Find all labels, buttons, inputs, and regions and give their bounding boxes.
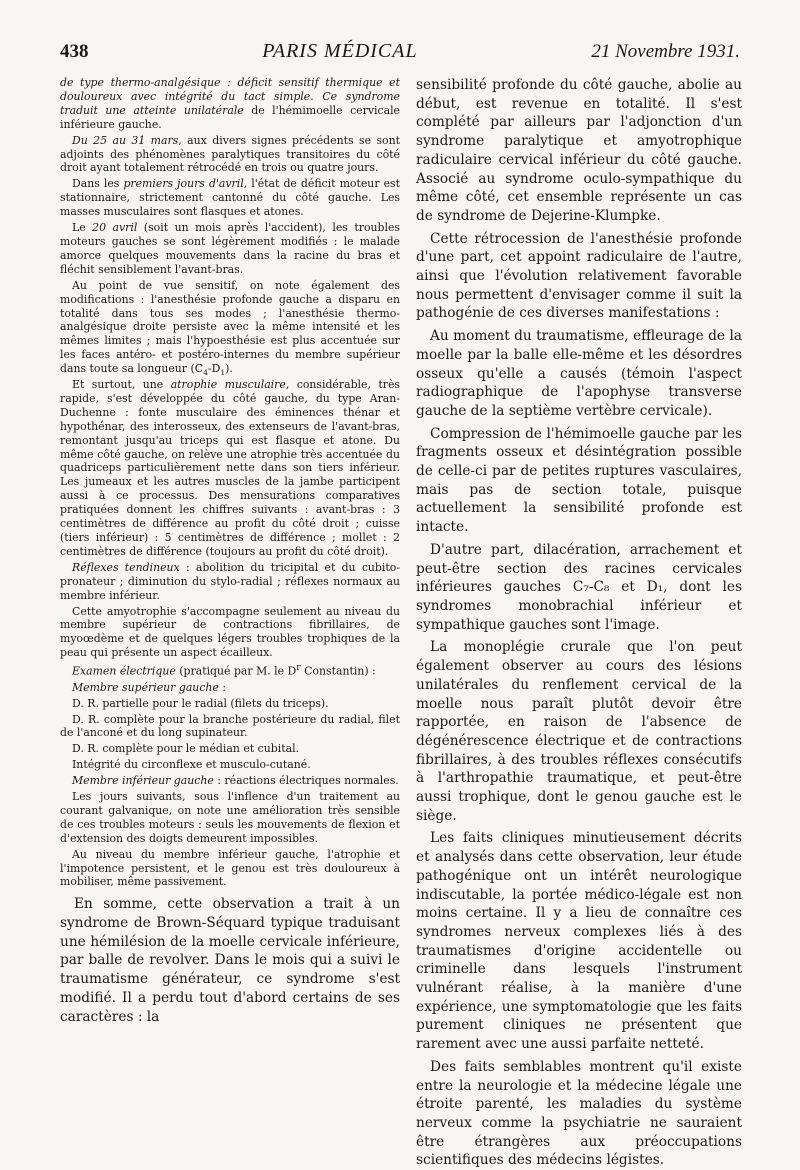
left-paragraph bbox=[60, 76, 400, 132]
left-paragraph bbox=[60, 134, 400, 176]
text-run: premiers jours d'avril bbox=[123, 177, 244, 191]
left-column bbox=[60, 76, 400, 1026]
text-run: Le bbox=[72, 221, 93, 235]
right-paragraph: Au moment du traumatisme, effleurage de la moelle par la balle elle-même et les désordres osseux qu'elle a causés (témoin l'aspect radiographique de l'apophyse transverse gauche de la septième vertèbre cervicale). bbox=[416, 328, 742, 419]
text-run: Dans les bbox=[72, 177, 124, 191]
left-paragraph bbox=[60, 681, 400, 695]
text-run: 4 bbox=[203, 368, 208, 378]
text-run: ). bbox=[225, 362, 233, 376]
left-paragraph bbox=[60, 790, 400, 846]
text-run: Intégrité du circonflexe et musculo-cutané. bbox=[72, 758, 311, 772]
text-run: , considérable, très rapide, s'est développée du côté gauche, du type Aran-Duchenne : fonte musculaire des éminences thénar et hypothénar, des interosseux, des extenseurs de l'avant-bras, remontant jusqu'au triceps qui est flasque et atone. Du même côté gauche, on relève une atrophie très accentuée du quadriceps particulièrement nette dans son tiers inférieur. Les jumeaux et les autres muscles de la jambe participent aussi à ce processus. Des mensurations comparatives pratiquées donnent les chiffres suivants : avant-bras : 3 centimètres de différence au profit du côté droit ; cuisse (tiers inférieur) : 5 centimètres de différence ; mollet : 2 centimètres de différence (toujours au profit du côté droit). bbox=[60, 378, 400, 558]
right-paragraph: Cette rétrocession de l'anesthésie profonde d'une part, cet appoint radiculaire de l'autre, ainsi que l'évolution relativement favorable nous permettent d'envisager comme il suit la pathogénie de ces diverses manifestations : bbox=[416, 230, 742, 322]
text-run: 20 avril bbox=[92, 221, 138, 235]
text-run: atrophie musculaire bbox=[170, 378, 286, 392]
text-run: Examen électrique bbox=[72, 664, 176, 678]
text-run: Au niveau du membre inférieur gauche, l'atrophie et l'impotence persistent, et le genou est très douloureux à mobiliser, même passivement. bbox=[60, 847, 400, 889]
page-number: 438 bbox=[60, 41, 89, 62]
text-run: Au point de vue sensitif, on note également des modifications : l'anesthésie profonde gauche a disparu en totalité dans tous ses modes ; l'anesthésie thermo-analgésique droite persiste avec la même intensité et les mêmes limites ; mais l'hypoesthésie est plus accentuée sur les faces antéro- et postéro-internes du membre supérieur dans toute sa longueur (C bbox=[60, 278, 400, 376]
text-run: D. R. complète pour le médian et cubital. bbox=[72, 742, 300, 756]
text-run: : abolition du tricipital et du cubito-pronateur ; diminution du stylo-radial ; réflexes normaux au membre inférieur. bbox=[60, 560, 401, 602]
text-run: : réactions électriques normales. bbox=[213, 774, 399, 788]
text-run: 1 bbox=[220, 368, 226, 378]
text-run: : bbox=[218, 680, 227, 694]
left-paragraph bbox=[60, 221, 400, 277]
text-run: de l'hémimoelle cervicale inférieure gauche. bbox=[60, 103, 400, 131]
left-paragraph bbox=[60, 378, 400, 559]
text-run: Réflexes tendineux bbox=[72, 560, 180, 574]
text-run: Du 25 au 31 mars bbox=[72, 133, 179, 147]
left-paragraph bbox=[60, 742, 400, 756]
text-run: , aux divers signes précédents se sont adjoints des phénomènes paralytiques transitoires du côté droit ayant totalement rétrocédé en trois ou quatre jours. bbox=[60, 133, 400, 175]
text-run: de type thermo-analgésique : déficit sensitif thermique et douloureux avec intégrité du tact simple. Ce syndrome traduit une atteinte unilatérale bbox=[60, 76, 400, 117]
left-paragraph bbox=[60, 697, 400, 711]
text-run: Les jours suivants, sous l'inflence d'un traitement au courant galvanique, on note une amélioration très sensible de ces troubles moteurs : seuls les mouvements de flexion et d'extension des doigts demeurent impossibles. bbox=[60, 790, 400, 845]
text-run: (pratiqué par M. le D bbox=[175, 664, 297, 678]
left-paragraph bbox=[60, 561, 400, 603]
right-paragraph: Les faits cliniques minutieusement décrits et analysés dans cette observation, leur étude pathogénique ont un intérêt neurologique indiscutable, la portée médico-légale est non moins certaine. Il y a lieu de connaître ces syndromes nerveux complexes liés à des traumatismes d'origine accidentelle ou criminelle dans lesquels l'instrument vulnérant réalise, à la manière d'une expérience, une symptomatologie que les faits purement cliniques ne présentent que rarement avec une aussi parfaite netteté. bbox=[416, 830, 742, 1053]
text-run: Membre inférieur gauche bbox=[72, 774, 214, 788]
right-paragraph: Compression de l'hémimoelle gauche par les fragments osseux et désintégration possible de celle-ci par de petites ruptures vasculaires, mais pas de section totale, puisque actuellement la sensibilité profonde est intacte. bbox=[416, 425, 742, 536]
issue-date: 21 Novembre 1931. bbox=[591, 41, 740, 62]
right-paragraph: D'autre part, dilacération, arrachement et peut-être section des racines cervicales inférieures gauches C₇-C₈ et D₁, dont les syndromes monobrachial inférieur et sympathique gauches sont l'image. bbox=[416, 541, 742, 633]
text-run: , l'état de déficit moteur est stationnaire, strictement cantonné du côté gauche. Les masses musculaires sont flasques et atones. bbox=[60, 177, 400, 219]
journal-title: PARIS MÉDICAL bbox=[262, 40, 418, 62]
text-run: D. R. partielle pour le radial (filets du triceps). bbox=[72, 696, 329, 710]
left-paragraph bbox=[60, 713, 400, 741]
left-paragraph bbox=[60, 774, 400, 788]
left-paragraph bbox=[60, 848, 400, 890]
text-run: Et surtout, une bbox=[72, 378, 171, 392]
left-paragraph bbox=[60, 279, 400, 376]
left-paragraph bbox=[60, 605, 400, 661]
right-paragraph: La monoplégie crurale que l'on peut également observer au cours des lésions unilatérales du renflement cervical de la moelle nous paraît plutôt devoir être rapportée, en raison de l'absence de dégénérescence électrique et de contractions fibrillaires, à des troubles réflexes consécutifs à l'arthropathie traumatique, et peut-être aussi trophique, dont le genou gauche est le siège. bbox=[416, 639, 742, 824]
right-paragraph: sensibilité profonde du côté gauche, abolie au début, est revenue en totalité. Il s'est complété par ailleurs par l'adjonction d'un syndrome paralytique et amyotrophique radiculaire cervical inférieur du côté gauche. Associé au syndrome oculo-sympathique du même côté, cet ensemble représente un cas de syndrome de Dejerine-Klumpke. bbox=[416, 77, 742, 224]
text-run: Cette amyotrophie s'accompagne seulement au niveau du membre supérieur de contractions fibrillaires, de myoœdème et de quelques légers troubles trophiques de la peau qui présente un aspect écailleux. bbox=[60, 604, 400, 660]
text-run: r bbox=[296, 663, 301, 674]
left-paragraph bbox=[60, 177, 400, 219]
right-paragraph: Des faits semblables montrent qu'il existe entre la neurologie et la médecine légale une étroite parenté, les maladies du système nerveux comme la psychiatrie ne sauraient être étrangères aux préoccupations scientifiques des médecins légistes. bbox=[416, 1058, 742, 1169]
text-run: Constantin) : bbox=[300, 664, 376, 678]
running-header bbox=[60, 40, 740, 70]
text-run: Membre supérieur gauche bbox=[72, 680, 219, 694]
summary-paragraph: En somme, cette observation a trait à un syndrome de Brown-Séquard typique traduisant une hémilésion de la moelle cervicale inférieure, par balle de revolver. Dans le mois qui a suivi le traumatisme générateur, ce syndrome s'est modifié. Il a perdu tout d'abord certains de ses caractères : la bbox=[60, 896, 400, 1025]
text-run: (soit un mois après l'accident), les troubles moteurs gauches se sont légèrement modifiés : le malade amorce quelques mouvements dans la racine du bras et fléchit sensiblement l'avant-bras. bbox=[60, 221, 401, 276]
text-run: -D bbox=[207, 362, 221, 376]
left-paragraph bbox=[60, 662, 400, 679]
left-paragraph bbox=[60, 758, 400, 772]
right-column bbox=[416, 76, 742, 1170]
text-run: D. R. complète pour la branche postérieure du radial, filet de l'anconé et du long supinateur. bbox=[60, 712, 400, 740]
